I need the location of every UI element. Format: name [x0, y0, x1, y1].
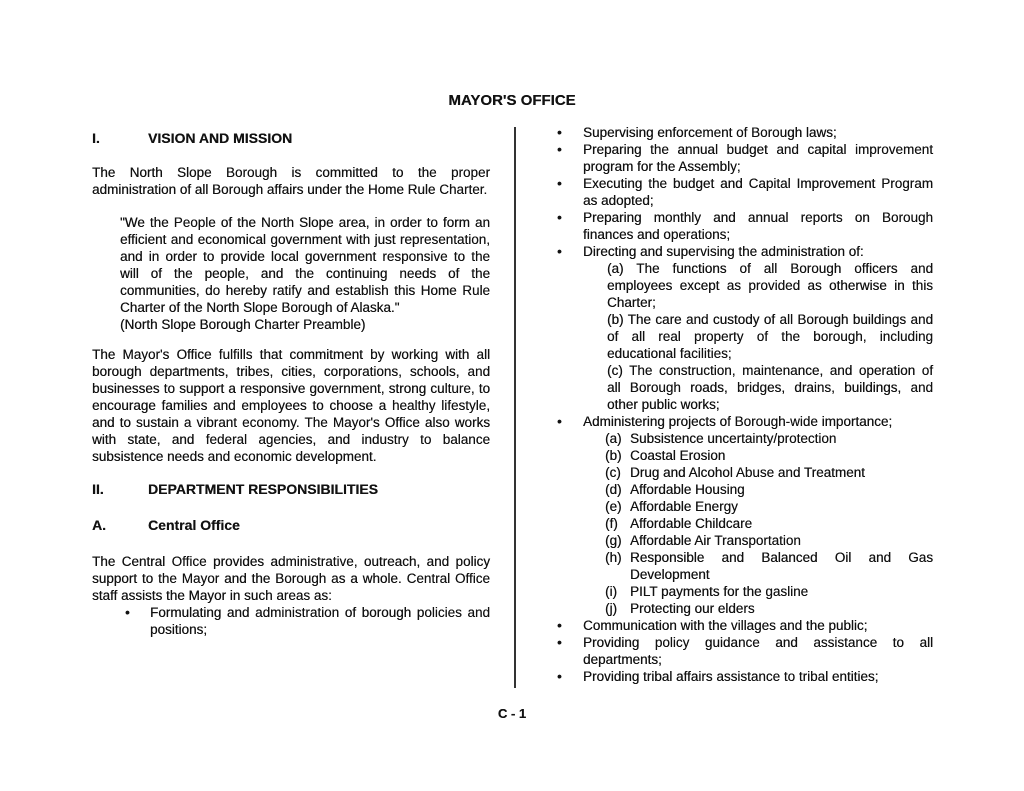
bullet-item — [557, 209, 933, 243]
section-title: VISION AND MISSION — [148, 130, 293, 146]
bullet-item — [557, 617, 933, 634]
bullet-text: Providing tribal affairs assistance to tribal entities; — [583, 669, 879, 684]
lettered-sub-item: (h) Responsible and Balanced Oil and Gas Development — [605, 550, 933, 582]
sub-item-label: (c) — [605, 465, 621, 480]
bullet-item — [557, 124, 933, 141]
bullet-item — [557, 413, 933, 430]
page-title: MAYOR'S OFFICE — [448, 92, 576, 109]
bullet-icon: • — [557, 414, 562, 429]
bullet-item — [557, 175, 933, 209]
bullet-item — [125, 604, 490, 638]
bullet-icon: • — [125, 605, 130, 620]
right-bullet-list — [557, 124, 933, 685]
charter-quote-attribution: (North Slope Borough Charter Preamble) — [120, 317, 366, 332]
bullet-item — [557, 141, 933, 175]
lettered-sub-item: (a) Subsistence uncertainty/protection — [605, 431, 837, 446]
section-number: I. — [92, 130, 100, 146]
bullet-text: Preparing the annual budget and capital improvement program for the Assembly; — [583, 142, 933, 174]
sub-item-label: (b) — [605, 448, 622, 463]
sub-item-label: (d) — [605, 482, 622, 497]
right-column — [557, 124, 933, 685]
bullet-icon: • — [557, 210, 562, 225]
bullet-text: Formulating and administration of borough policies and positions; — [150, 605, 490, 637]
sub-item-label: (f) — [605, 516, 618, 531]
left-column — [92, 124, 490, 638]
subsection-letter: A. — [92, 517, 106, 533]
bullet-icon: • — [557, 635, 562, 650]
paragraph-commitment: The North Slope Borough is committed to the proper administration of all Borough affairs under the Home Rule Charter. — [92, 165, 490, 197]
sub-item-label: (j) — [605, 601, 617, 616]
lettered-sub-item: (f) Affordable Childcare — [605, 516, 753, 531]
charter-quote-block — [120, 214, 490, 333]
bullet-item — [557, 634, 933, 668]
paragraph-mayors-office-mission: The Mayor's Office fulfills that commitment by working with all borough departments, tribes, cities, corporations, schools, and businesses to support a responsive government, strong culture, to encourage families and employees to choose a healthy lifestyle, and to sustain a vibrant economy. The Mayor's Office also works with state, and federal agencies, and industry to balance subsistence needs and economic development. — [92, 347, 490, 464]
section-number: II. — [92, 481, 104, 497]
sub-item-label: (i) — [605, 584, 617, 599]
bullet-icon: • — [557, 669, 562, 684]
lettered-sub-item: (d) Affordable Housing — [605, 482, 745, 497]
lettered-sub-item: (b) Coastal Erosion — [605, 448, 726, 463]
sub-item-label: (h) — [605, 550, 622, 565]
bullet-item — [557, 243, 933, 260]
section-heading-department-responsibilities — [92, 481, 490, 498]
lettered-sub-item: (i) PILT payments for the gasline — [605, 584, 809, 599]
subsection-title: Central Office — [148, 517, 240, 533]
left-bullet-list — [92, 604, 490, 638]
lettered-sub-item: (c) The construction, maintenance, and operation of all Borough roads, bridges, drains, buildings, and other public works; — [607, 363, 933, 412]
paragraph-central-office: The Central Office provides administrative, outreach, and policy support to the Mayor and the Borough as a whole. Central Office staff assists the Mayor in such areas as: — [92, 554, 490, 603]
column-divider — [514, 127, 516, 688]
bullet-item — [557, 668, 933, 685]
section-title: DEPARTMENT RESPONSIBILITIES — [148, 481, 378, 497]
bullet-text: Administering projects of Borough-wide importance; — [583, 414, 893, 429]
lettered-sub-item: (a) The functions of all Borough officers and employees except as provided as otherwise in this Charter; — [607, 261, 933, 310]
bullet-icon: • — [557, 125, 562, 140]
charter-quote-text: "We the People of the North Slope area, in order to form an efficient and economical government with just representation, and in order to provide local government responsive to the will of the people, and the continuing needs of the communities, do hereby ratify and establish this Home Rule Charter of the North Slope Borough of Alaska." — [120, 215, 490, 315]
bullet-text: Supervising enforcement of Borough laws; — [583, 125, 837, 140]
bullet-text: Executing the budget and Capital Improvement Program as adopted; — [583, 176, 933, 208]
sub-item-label: (e) — [605, 499, 622, 514]
section-heading-vision-and-mission — [92, 130, 490, 147]
bullet-icon: • — [557, 142, 562, 157]
bullet-icon: • — [557, 618, 562, 633]
sub-item-label: (a) — [605, 431, 622, 446]
lettered-sub-item: (g) Affordable Air Transportation — [605, 533, 801, 548]
bullet-text: Directing and supervising the administration of: — [583, 244, 864, 259]
bullet-text: Communication with the villages and the public; — [583, 618, 868, 633]
lettered-sub-item: (j) Protecting our elders — [605, 601, 755, 616]
bullet-text: Preparing monthly and annual reports on Borough finances and operations; — [583, 210, 933, 242]
lettered-sub-item: (c) Drug and Alcohol Abuse and Treatment — [605, 465, 865, 480]
subsection-heading-central-office — [92, 517, 490, 534]
sub-item-label: (g) — [605, 533, 622, 548]
lettered-sub-item: (e) Affordable Energy — [605, 499, 738, 514]
page-number: C - 1 — [497, 706, 527, 721]
lettered-sub-item: (b) The care and custody of all Borough buildings and of all real property of the borough, including educational facilities; — [607, 312, 933, 361]
bullet-text: Providing policy guidance and assistance to all departments; — [583, 635, 933, 667]
bullet-icon: • — [557, 176, 562, 191]
bullet-icon: • — [557, 244, 562, 259]
